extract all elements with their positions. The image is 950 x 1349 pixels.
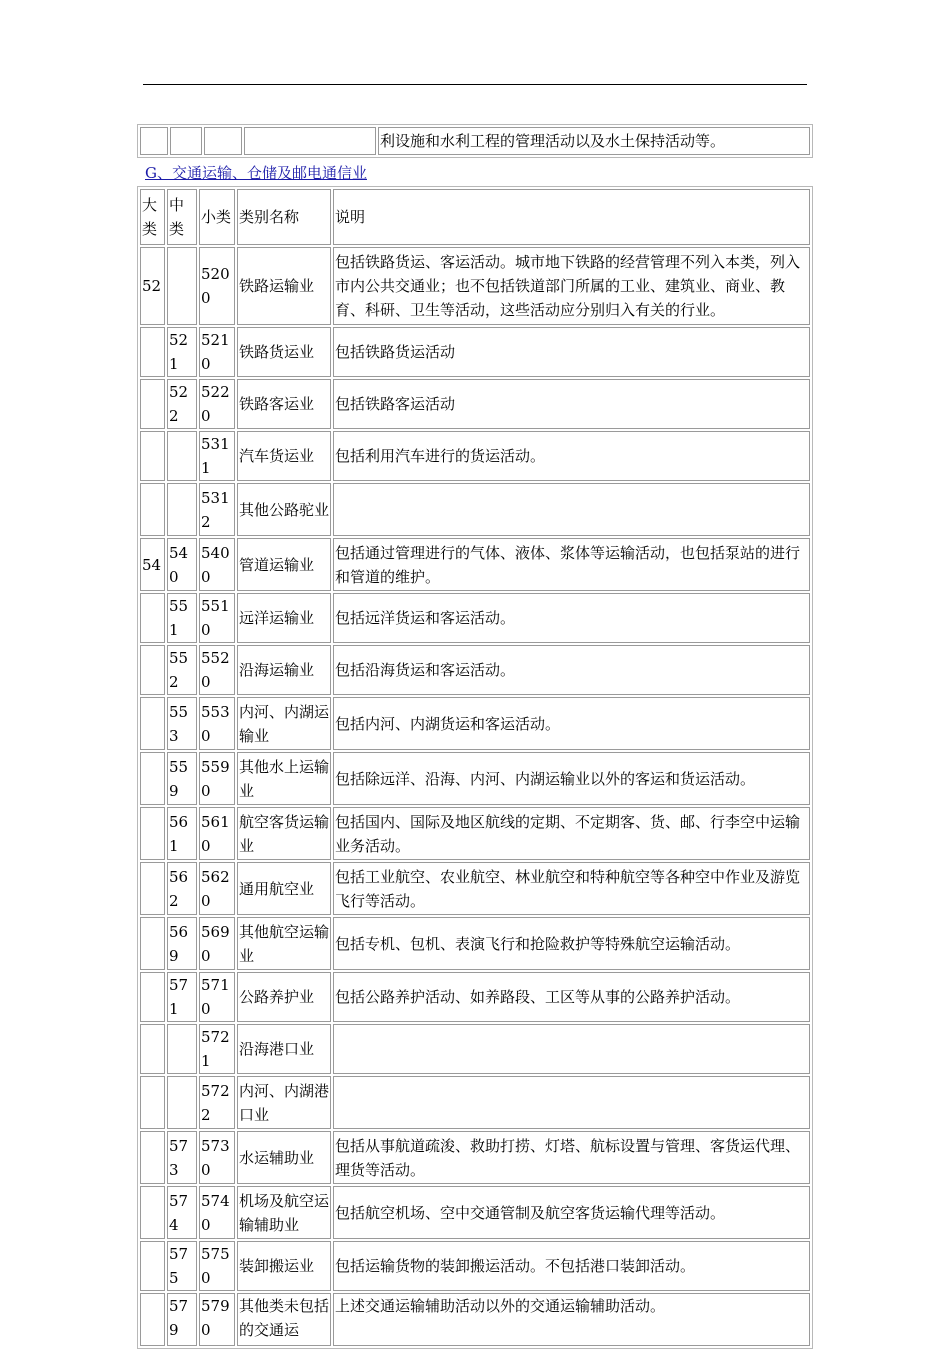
cell-major [140, 697, 165, 750]
cell-minor: 5520 [199, 645, 235, 695]
cell-desc: 包括利用汽车进行的货运活动。 [333, 431, 810, 481]
cell-name: 其他水上运输业 [237, 752, 331, 805]
table-row [140, 431, 810, 481]
cell-name: 内河、内湖港口业 [237, 1076, 331, 1129]
cell-name: 沿海运输业 [237, 645, 331, 695]
table-header-row [140, 189, 810, 245]
cell-desc: 包括国内、国际及地区航线的定期、不定期客、货、邮、行李空中运输业务活动。 [333, 807, 810, 860]
cell-desc: 包括专机、包机、表演飞行和抢险救护等特殊航空运输活动。 [333, 917, 810, 970]
cell-minor: 5730 [199, 1131, 235, 1184]
cell-desc: 包括公路养护活动、如养路段、工区等从事的公路养护活动。 [333, 972, 810, 1022]
cell-name: 内河、内湖运输业 [237, 697, 331, 750]
cell-name: 远洋运输业 [237, 593, 331, 643]
cell-desc: 包括远洋货运和客运活动。 [333, 593, 810, 643]
cell-middle: 562 [167, 862, 197, 915]
cell-minor: 5590 [199, 752, 235, 805]
cell-major [140, 127, 168, 155]
header-major: 大类 [140, 189, 165, 245]
cell-major [140, 593, 165, 643]
cell-name [244, 127, 376, 155]
cell-name: 通用航空业 [237, 862, 331, 915]
table-row [140, 972, 810, 1022]
cell-name: 铁路客运业 [237, 379, 331, 429]
cell-major [140, 1293, 165, 1346]
cell-minor: 5710 [199, 972, 235, 1022]
table-row [140, 327, 810, 377]
header-desc: 说明 [333, 189, 810, 245]
table-row [140, 1186, 810, 1239]
cell-desc: 包括工业航空、农业航空、林业航空和特种航空等各种空中作业及游览飞行等活动。 [333, 862, 810, 915]
cell-middle: 573 [167, 1131, 197, 1184]
table-row [140, 917, 810, 970]
cell-desc [333, 1024, 810, 1074]
cell-middle: 540 [167, 538, 197, 591]
table-row [140, 379, 810, 429]
cell-name: 沿海港口业 [237, 1024, 331, 1074]
cell-major [140, 917, 165, 970]
cell-middle: 552 [167, 645, 197, 695]
cell-middle: 559 [167, 752, 197, 805]
cell-middle: 575 [167, 1241, 197, 1291]
table-row [140, 127, 810, 155]
table-row [140, 593, 810, 643]
cell-minor: 5740 [199, 1186, 235, 1239]
cell-name: 装卸搬运业 [237, 1241, 331, 1291]
cell-major [140, 1024, 165, 1074]
cell-major [140, 1131, 165, 1184]
cell-middle: 574 [167, 1186, 197, 1239]
cell-minor: 5210 [199, 327, 235, 377]
cell-major: 52 [140, 247, 165, 325]
cell-desc: 包括运输货物的装卸搬运活动。不包括港口装卸活动。 [333, 1241, 810, 1291]
table-row [140, 645, 810, 695]
cell-desc: 包括沿海货运和客运活动。 [333, 645, 810, 695]
cell-minor: 5610 [199, 807, 235, 860]
industry-classification-table [137, 186, 813, 1349]
cell-middle [167, 483, 197, 536]
cell-major [140, 862, 165, 915]
cell-name: 水运辅助业 [237, 1131, 331, 1184]
cell-minor: 5722 [199, 1076, 235, 1129]
cell-middle: 571 [167, 972, 197, 1022]
table-row [140, 1024, 810, 1074]
cell-desc: 包括铁路货运活动 [333, 327, 810, 377]
cell-minor: 5312 [199, 483, 235, 536]
cell-desc: 包括内河、内湖货运和客运活动。 [333, 697, 810, 750]
cell-middle [167, 1024, 197, 1074]
cell-minor: 5620 [199, 862, 235, 915]
table-row [140, 862, 810, 915]
cell-middle: 553 [167, 697, 197, 750]
cell-middle [170, 127, 202, 155]
cell-name: 其他公路驼业 [237, 483, 331, 536]
cell-name: 机场及航空运输辅助业 [237, 1186, 331, 1239]
cell-name: 铁路货运业 [237, 327, 331, 377]
cell-desc: 包括通过管理进行的气体、液体、浆体等运输活动，也包括泵站的进行和管道的维护。 [333, 538, 810, 591]
cell-name: 其他航空运输业 [237, 917, 331, 970]
table-row [140, 1241, 810, 1291]
cell-major [140, 1076, 165, 1129]
cell-middle: 579 [167, 1293, 197, 1346]
header-middle: 中类 [167, 189, 197, 245]
cell-desc: 包括铁路客运活动 [333, 379, 810, 429]
table-row [140, 1293, 810, 1346]
cell-major [140, 483, 165, 536]
cell-desc [333, 1076, 810, 1129]
header-rule [143, 84, 807, 85]
cell-desc: 包括除远洋、沿海、内河、内湖运输业以外的客运和货运活动。 [333, 752, 810, 805]
cell-minor: 5690 [199, 917, 235, 970]
cell-major [140, 431, 165, 481]
cell-middle: 561 [167, 807, 197, 860]
cell-name: 汽车货运业 [237, 431, 331, 481]
table-row [140, 697, 810, 750]
cell-minor: 5721 [199, 1024, 235, 1074]
cell-name: 管道运输业 [237, 538, 331, 591]
cell-middle [167, 247, 197, 325]
cell-major [140, 645, 165, 695]
cell-desc: 包括航空机场、空中交通管制及航空客货运输代理等活动。 [333, 1186, 810, 1239]
cell-major [140, 327, 165, 377]
cell-desc: 包括从事航道疏浚、救助打捞、灯塔、航标设置与管理、客货运代理、理货等活动。 [333, 1131, 810, 1184]
table-row [140, 752, 810, 805]
cell-name: 铁路运输业 [237, 247, 331, 325]
cell-middle: 522 [167, 379, 197, 429]
table-row [140, 1076, 810, 1129]
cell-name: 其他类未包括的交通运 [237, 1293, 331, 1346]
cell-major [140, 807, 165, 860]
cell-desc: 包括铁路货运、客运活动。城市地下铁路的经营管理不列入本类，列入市内公共交通业；也不包括铁道部门所属的工业、建筑业、商业、教育、科研、卫生等活动，这些活动应分别归入有关的行业。 [333, 247, 810, 325]
cell-middle: 521 [167, 327, 197, 377]
cell-middle [167, 431, 197, 481]
cell-minor: 5311 [199, 431, 235, 481]
table-row [140, 807, 810, 860]
cell-desc [333, 483, 810, 536]
cell-minor: 5790 [199, 1293, 235, 1346]
section-title-link[interactable]: G、交通运输、仓储及邮电通信业 [145, 164, 367, 182]
cell-minor [204, 127, 242, 155]
cell-major [140, 752, 165, 805]
continuation-table [137, 124, 813, 158]
cell-middle: 551 [167, 593, 197, 643]
table-row [140, 483, 810, 536]
cell-name: 航空客货运输业 [237, 807, 331, 860]
cell-desc: 上述交通运输辅助活动以外的交通运输辅助活动。 [333, 1293, 810, 1346]
continuation-text: 利设施和水利工程的管理活动以及水土保持活动等。 [378, 127, 810, 155]
header-name: 类别名称 [237, 189, 331, 245]
cell-minor: 5750 [199, 1241, 235, 1291]
table-row [140, 1131, 810, 1184]
table-row [140, 247, 810, 325]
cell-middle: 569 [167, 917, 197, 970]
cell-minor: 5200 [199, 247, 235, 325]
cell-major: 54 [140, 538, 165, 591]
cell-name: 公路养护业 [237, 972, 331, 1022]
table-row [140, 538, 810, 591]
cell-major [140, 1186, 165, 1239]
cell-minor: 5220 [199, 379, 235, 429]
cell-minor: 5510 [199, 593, 235, 643]
cell-major [140, 379, 165, 429]
cell-major [140, 1241, 165, 1291]
cell-middle [167, 1076, 197, 1129]
cell-major [140, 972, 165, 1022]
cell-minor: 5400 [199, 538, 235, 591]
cell-minor: 5530 [199, 697, 235, 750]
header-minor: 小类 [199, 189, 235, 245]
